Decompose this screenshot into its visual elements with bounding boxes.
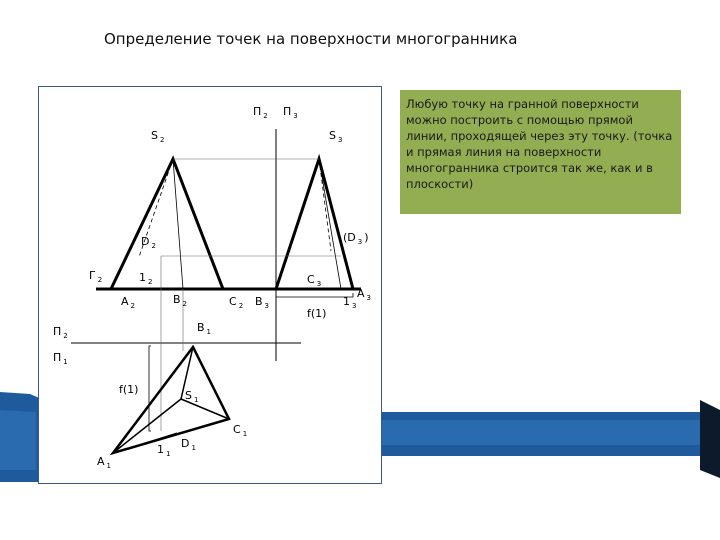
label-a3: A $_3$ bbox=[357, 287, 371, 302]
label-1-1: 1 $_1$ bbox=[157, 443, 171, 458]
drawing-frame bbox=[38, 86, 382, 484]
side-edge-sa bbox=[319, 159, 341, 289]
label-a2: A $_2$ bbox=[121, 295, 135, 310]
f1-left-bracket bbox=[149, 346, 151, 431]
label-b1: B $_1$ bbox=[197, 321, 212, 336]
label-b3: B $_3$ bbox=[255, 295, 270, 310]
label-d1: D $_1$ bbox=[181, 437, 196, 452]
top-view-triangle bbox=[113, 347, 229, 453]
deco-left-shape-light bbox=[0, 410, 36, 470]
label-s2: S $_2$ bbox=[151, 129, 165, 144]
label-d3: (D $_3$ ) bbox=[343, 231, 369, 246]
deco-right-shape-light bbox=[381, 420, 720, 445]
label-b2: B $_2$ bbox=[173, 293, 188, 308]
label-1-3: 1 $_3$ bbox=[343, 295, 357, 310]
polyhedron-drawing bbox=[39, 87, 381, 483]
label-s3: S $_3$ bbox=[329, 129, 343, 144]
label-g2: Г $_2$ bbox=[89, 269, 103, 284]
label-f1-left: f(1) bbox=[119, 383, 139, 396]
label-c1: C $_1$ bbox=[233, 423, 248, 438]
front-view-triangle bbox=[111, 159, 223, 289]
label-s1: S $_1$ bbox=[185, 389, 199, 404]
label-p3-top: П $_3$ bbox=[283, 105, 298, 120]
side-view-triangle bbox=[276, 159, 353, 289]
label-p2-left: П $_2$ bbox=[53, 325, 68, 340]
label-d2: D $_2$ bbox=[141, 235, 156, 250]
label-f1-right: f(1) bbox=[307, 307, 327, 320]
label-a1: A $_1$ bbox=[97, 455, 111, 470]
label-p2-top: П $_2$ bbox=[253, 105, 268, 120]
side-edge-sd bbox=[319, 159, 331, 251]
deco-right-tab bbox=[700, 400, 720, 478]
label-1-2: 1 $_2$ bbox=[139, 271, 153, 286]
f1-right-bracket bbox=[276, 293, 353, 297]
label-c2: C $_2$ bbox=[229, 295, 244, 310]
slide-title: Определение точек на поверхности многогранника bbox=[104, 30, 518, 48]
note-box: Любую точку на гранной поверхности можно построить с помощью прямой линии, проходящей через эту точку. (точка и прямая линия на поверхности многогранника строится так же, как и в плоскости) bbox=[400, 90, 681, 214]
label-c3: C $_3$ bbox=[307, 273, 322, 288]
label-p1-left: П $_1$ bbox=[53, 351, 68, 366]
